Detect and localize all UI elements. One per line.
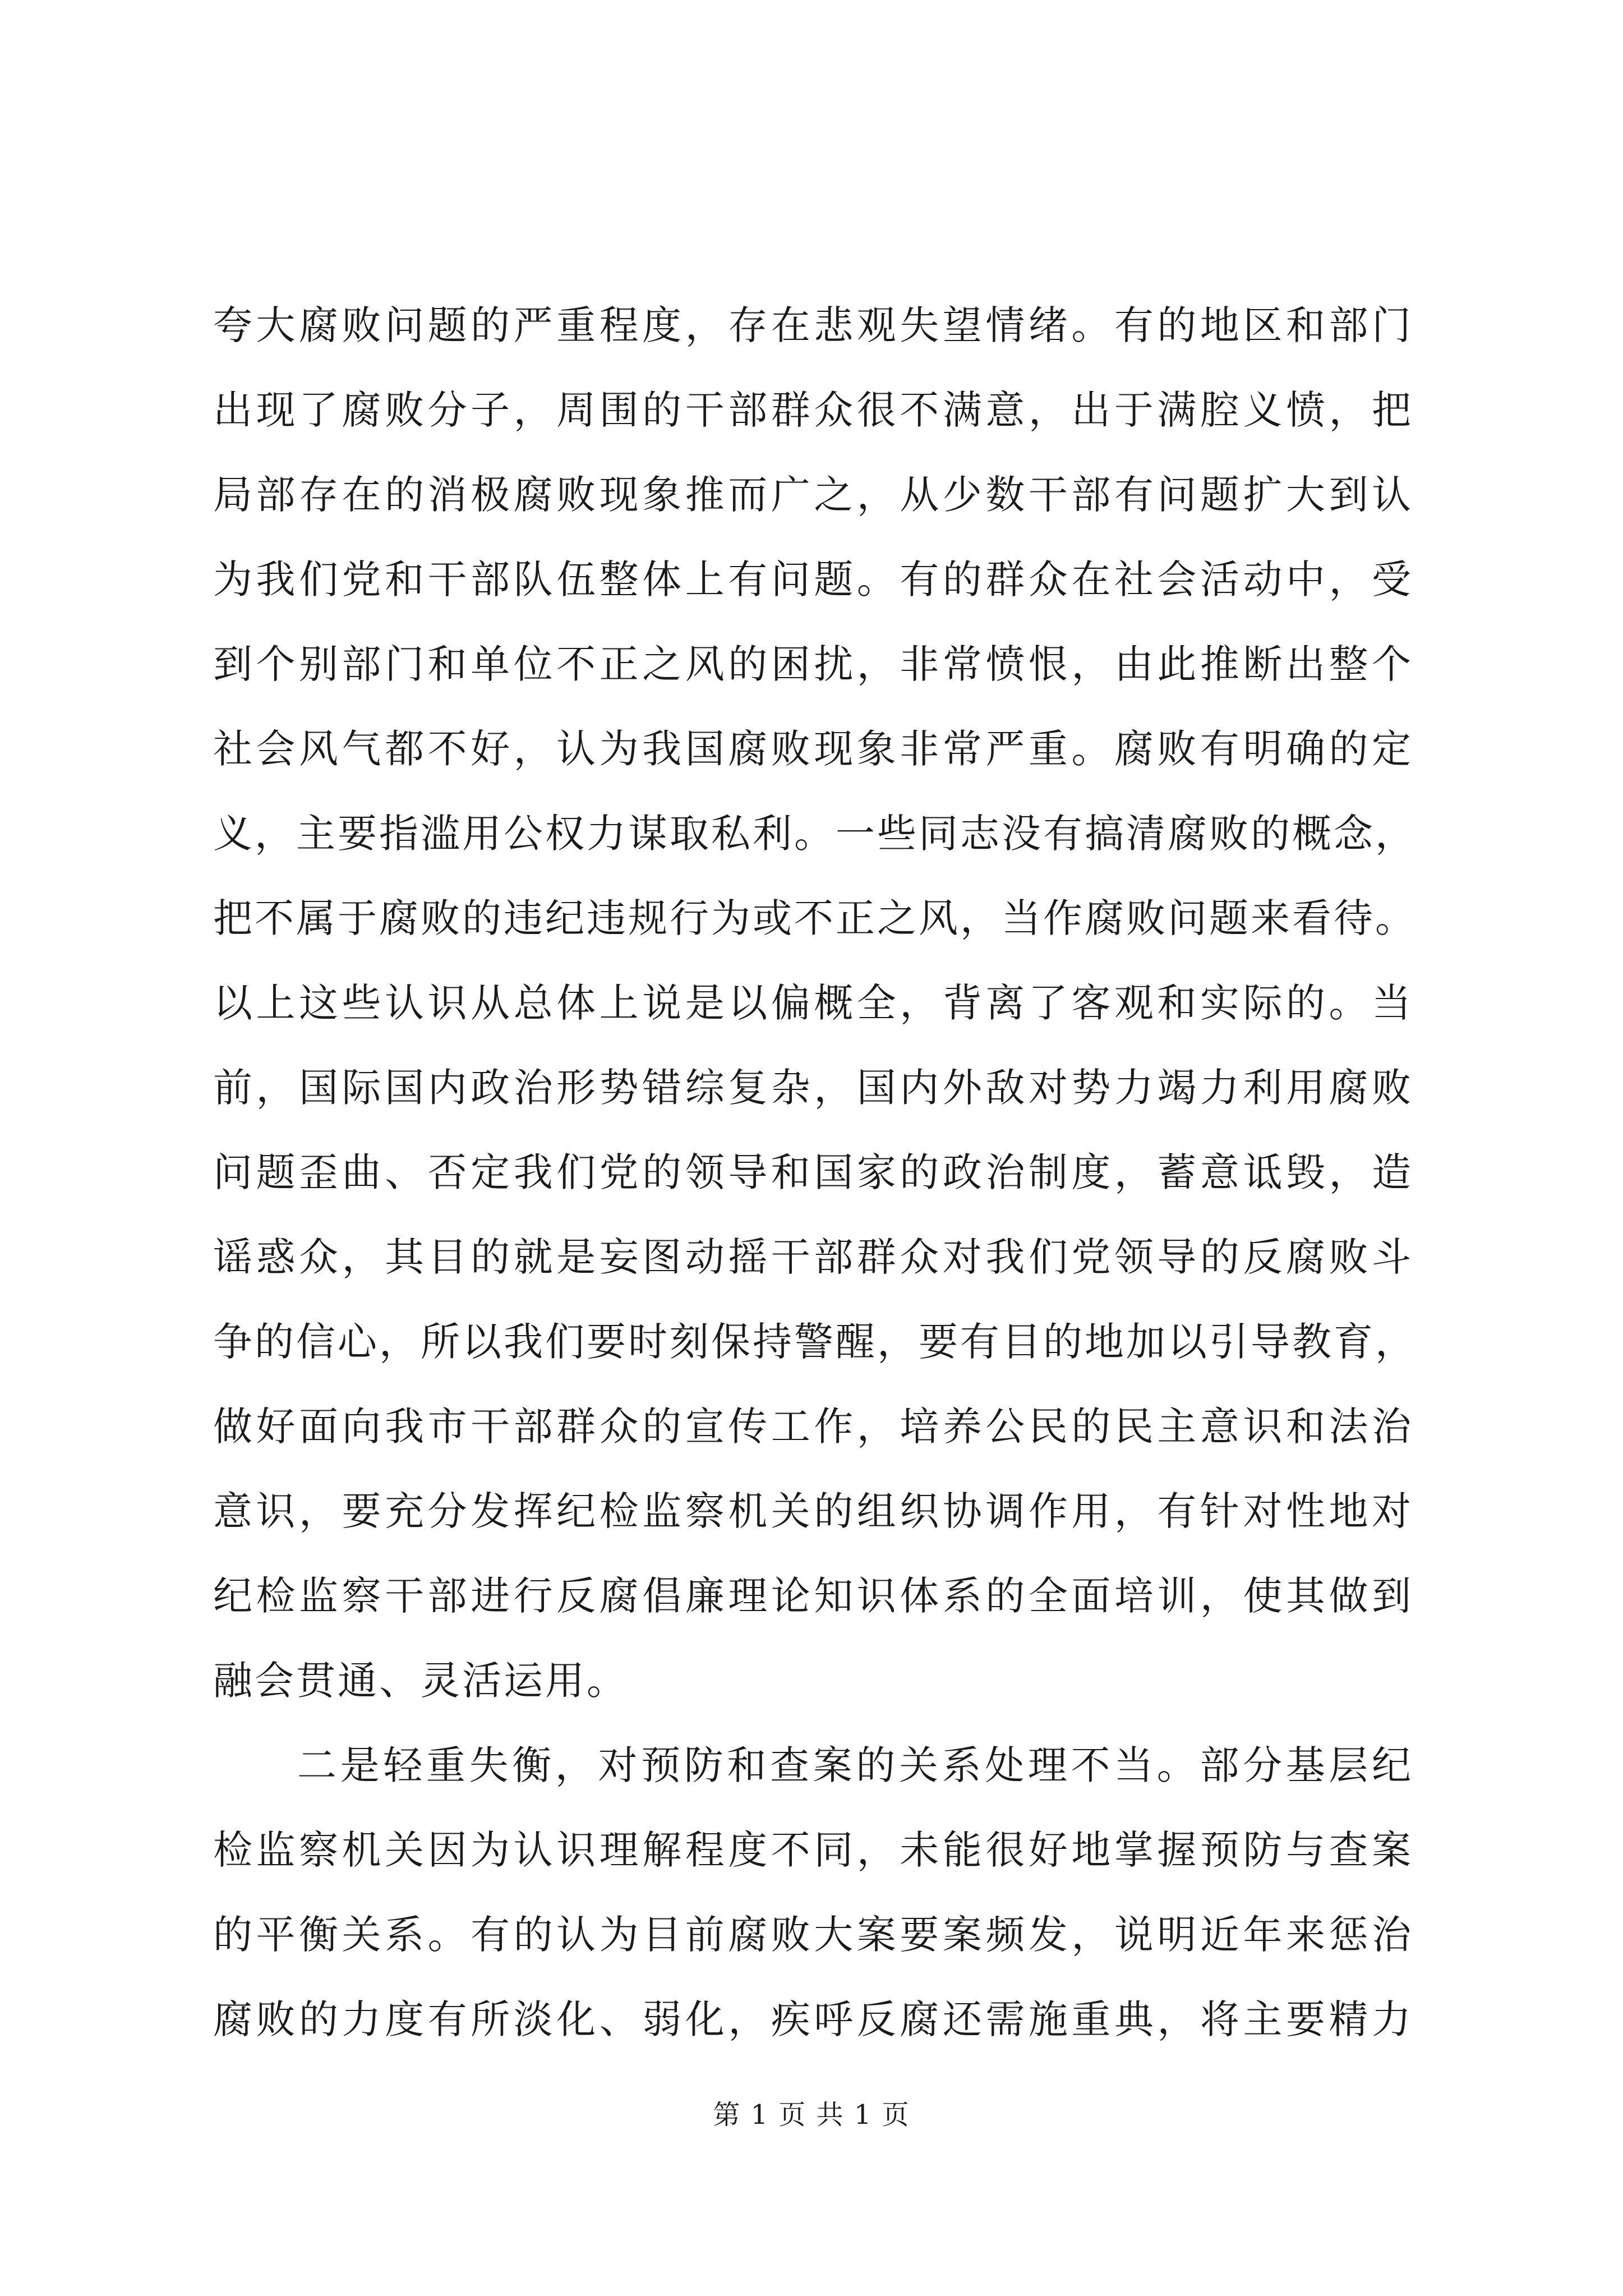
text-line: 前，国际国内政治形势错综复杂，国内外敌对势力竭力利用腐败 xyxy=(213,1065,1413,1111)
text-line: 义，主要指滥用公权力谋取私利。一些同志没有搞清腐败的概念， xyxy=(213,811,1417,857)
text-line: 纪检监察干部进行反腐倡廉理论知识体系的全面培训，使其做到 xyxy=(213,1573,1413,1619)
text-line: 谣惑众，其目的就是妄图动摇干部群众对我们党领导的反腐败斗 xyxy=(213,1234,1413,1280)
text-line: 二是轻重失衡，对预防和查案的关系处理不当。部分基层纪 xyxy=(297,1742,1413,1788)
body-text xyxy=(213,283,1417,2062)
text-line: 到个别部门和单位不正之风的困扰，非常愤恨，由此推断出整个 xyxy=(213,641,1413,687)
text-line: 检监察机关因为认识理解程度不同，未能很好地掌握预防与查案 xyxy=(213,1827,1413,1873)
text-line: 意识，要充分发挥纪检监察机关的组织协调作用，有针对性地对 xyxy=(213,1488,1413,1534)
text-line: 以上这些认识从总体上说是以偏概全，背离了客观和实际的。当 xyxy=(213,980,1413,1026)
page-footer xyxy=(0,2098,1623,2132)
text-line: 夸大腐败问题的严重程度，存在悲观失望情绪。有的地区和部门 xyxy=(213,302,1413,348)
text-line: 问题歪曲、否定我们党的领导和国家的政治制度，蓄意诋毁，造 xyxy=(213,1149,1413,1195)
text-line: 做好面向我市干部群众的宣传工作，培养公民的民主意识和法治 xyxy=(213,1404,1413,1450)
text-line: 出现了腐败分子，周围的干部群众很不满意，出于满腔义愤，把 xyxy=(213,387,1413,433)
text-line: 争的信心，所以我们要时刻保持警醒，要有目的地加以引导教育， xyxy=(213,1319,1417,1365)
text-line: 腐败的力度有所淡化、弱化，疾呼反腐还需施重典，将主要精力 xyxy=(213,1996,1413,2042)
text-line: 社会风气都不好，认为我国腐败现象非常严重。腐败有明确的定 xyxy=(213,726,1413,772)
text-line: 为我们党和干部队伍整体上有问题。有的群众在社会活动中，受 xyxy=(213,556,1413,602)
text-line: 局部存在的消极腐败现象推而广之，从少数干部有问题扩大到认 xyxy=(213,472,1413,518)
text-line: 的平衡关系。有的认为目前腐败大案要案频发，说明近年来惩治 xyxy=(213,1912,1413,1958)
text-line: 把不属于腐败的违纪违规行为或不正之风，当作腐败问题来看待。 xyxy=(213,895,1417,941)
text-line: 融会贯通、灵活运用。 xyxy=(213,1658,628,1704)
page-number: 第 1 页 共 1 页 xyxy=(713,2099,910,2131)
